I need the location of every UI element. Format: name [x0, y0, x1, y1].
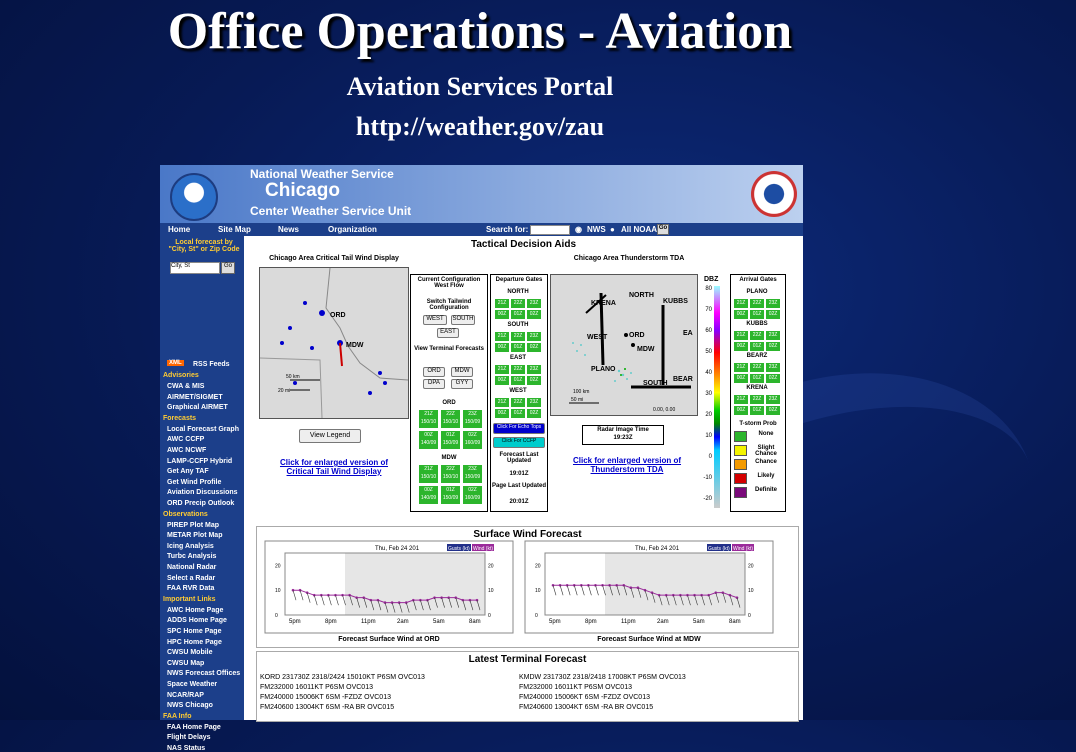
ccfp-button[interactable]: Click For CCFP [493, 437, 545, 448]
view-dpa-button[interactable]: DPA [423, 379, 445, 389]
nav-home[interactable]: Home [168, 225, 191, 234]
surface-wind-heading: Surface Wind Forecast [473, 529, 582, 540]
config-mdw-label: MDW [441, 455, 457, 461]
gate-label: PLANO [746, 289, 768, 295]
surface-wind-charts [257, 541, 798, 645]
sidebar-item[interactable]: AIRMET/SIGMET [167, 393, 223, 401]
tstorm-swatch [734, 445, 747, 456]
sidebar-heading: Important Links [163, 595, 216, 603]
search-label: Search for: [486, 225, 529, 234]
sidebar-item[interactable]: Get Any TAF [167, 468, 209, 476]
map-scale-km: 50 km [286, 374, 300, 380]
radar-label-kubbs: KUBBS [663, 298, 688, 305]
forecast-cell-time: 01Z [446, 487, 455, 493]
gate-cell[interactable]: 22Z [510, 331, 526, 342]
radar-time-label: Radar Image Time [597, 427, 649, 433]
forecast-cell[interactable] [440, 409, 461, 429]
dbz-tick: 30 [705, 391, 712, 397]
sidebar-item[interactable]: Icing Analysis [167, 542, 214, 550]
gate-cell[interactable]: 23Z [526, 331, 542, 342]
main-content [244, 236, 803, 720]
gate-cell[interactable]: 21Z [494, 331, 510, 342]
forecast-cell[interactable] [418, 485, 439, 505]
tstorm-level: Slight Chance [755, 445, 777, 457]
forecast-cell[interactable] [462, 430, 483, 450]
sidebar-item[interactable]: FAA RVR Data [167, 585, 215, 593]
forecast-cell-time: 00Z [424, 487, 433, 493]
sidebar-item[interactable]: NCAR/RAP [167, 691, 204, 699]
x-tick: 11pm [621, 619, 636, 625]
forecast-updated-label: Forecast Last Updated [499, 452, 539, 464]
forecast-cell[interactable] [418, 409, 439, 429]
gate-cell[interactable]: 00Z [733, 373, 749, 384]
gate-cell[interactable]: 01Z [749, 309, 765, 320]
gate-cell[interactable]: 01Z [749, 405, 765, 416]
radar-label-plano: PLANO [591, 366, 616, 373]
radio-noaa-label: All NOAA [621, 225, 657, 234]
switch-east-button[interactable]: EAST [437, 328, 459, 338]
sidebar-item[interactable]: NWS Forecast Offices [167, 670, 241, 678]
radar-label-west: WEST [587, 334, 608, 341]
map-scale-mi: 20 mi [278, 388, 291, 394]
taf-line: KMDW 231730Z 2318/2418 17008KT P6SM OVC013 [519, 674, 686, 681]
forecast-cell[interactable] [418, 430, 439, 450]
legend-gusts: Gusts (kt) [708, 546, 730, 552]
dbz-tick: 0 [708, 454, 712, 460]
tstorm-swatch [734, 473, 747, 484]
gate-label: KUBBS [746, 321, 768, 327]
y-tick-left: 0 [535, 613, 538, 619]
sidebar-item[interactable]: HPC Home Page [167, 638, 222, 646]
radar-map[interactable] [550, 274, 698, 416]
tstorm-swatch [734, 431, 747, 442]
sidebar-heading: Forecasts [163, 414, 197, 422]
gate-label: WEST [509, 388, 527, 394]
dbz-tick: -20 [703, 496, 712, 502]
forecast-cell-wind: 150/09 [442, 495, 459, 501]
y-tick-right: 0 [488, 613, 491, 619]
wind-chart-night-shade [605, 553, 745, 615]
gate-cell[interactable]: 00Z [733, 309, 749, 320]
tailwind-enlarge-link[interactable]: Click for enlarged version of Critical Tail Wind Display [279, 458, 389, 476]
gate-cell[interactable]: 02Z [526, 342, 542, 353]
radar-label-north: NORTH [629, 292, 654, 299]
view-mdw-button[interactable]: MDW [451, 367, 473, 377]
radar-coords: 0.00, 0.00 [653, 407, 676, 413]
sidebar-item[interactable]: CWSU Map [167, 659, 205, 667]
taf-line: FM232000 16011KT P6SM OVC013 [519, 684, 632, 691]
wind-chart-caption: Forecast Surface Wind at MDW [597, 636, 701, 643]
gate-cell[interactable]: 01Z [510, 375, 526, 386]
dbz-tick: 80 [705, 286, 712, 292]
forecast-cell-wind: 150/10 [442, 474, 459, 480]
y-tick-right: 20 [488, 563, 494, 570]
sidebar-item[interactable]: Get Wind Profile [167, 478, 222, 486]
tstorm-prob-title: T-storm Prob [739, 421, 777, 427]
radar-label-krena: KRENA [591, 300, 616, 307]
gate-cell[interactable]: 00Z [733, 341, 749, 352]
y-tick-left: 0 [275, 613, 278, 619]
tstorm-level: Chance [755, 459, 777, 465]
gate-cell[interactable]: 23Z [765, 362, 781, 373]
radio-noaa-icon[interactable]: ● [610, 225, 615, 234]
y-tick-right: 10 [488, 588, 494, 595]
city-go-button[interactable]: Go [221, 262, 235, 274]
dbz-color-bar [714, 286, 720, 508]
radar-time-box [582, 425, 664, 445]
sidebar-item[interactable]: AWC NCWF [167, 447, 207, 454]
radar-map-svg [551, 275, 697, 415]
forecast-cell-wind: 150/09 [442, 440, 459, 446]
forecast-cell-time: 02Z [468, 432, 477, 438]
x-tick: 8pm [585, 619, 597, 625]
config-title: Current Configuration West Flow [417, 277, 481, 289]
sidebar-item[interactable]: Flight Delays [167, 734, 211, 742]
surface-wind-panel [256, 526, 799, 648]
radar-scale-km: 100 km [573, 389, 590, 395]
rss-link[interactable]: RSS Feeds [193, 361, 230, 368]
wind-chart-date: Thu, Feb 24 201 [635, 546, 680, 552]
config-ord-label: ORD [442, 400, 456, 406]
dbz-tick: 40 [705, 370, 712, 376]
sidebar-item[interactable]: FAA Home Page [167, 723, 221, 731]
forecast-cell[interactable] [462, 464, 483, 484]
sidebar-item[interactable]: AWC CCFP [167, 436, 205, 444]
gate-cell[interactable]: 01Z [510, 342, 526, 353]
y-tick-left: 20 [275, 563, 281, 570]
tstorm-enlarge-link[interactable]: Click for enlarged version of Thunderstorm TDA [572, 456, 682, 474]
gate-cell[interactable]: 02Z [765, 309, 781, 320]
sidebar-item[interactable]: LAMP-CCFP Hybrid [167, 457, 233, 465]
tstorm-title: Chicago Area Thunderstorm TDA [573, 255, 685, 262]
forecast-cell-wind: 160/09 [464, 495, 481, 501]
gate-cell[interactable]: 02Z [526, 375, 542, 386]
forecast-cell-time: 00Z [424, 432, 433, 438]
gate-cell[interactable]: 22Z [510, 364, 526, 375]
sidebar [160, 236, 244, 752]
taf-line: FM240600 13004KT 6SM -RA BR OVC015 [260, 704, 395, 711]
radar-label-south: SOUTH [643, 380, 668, 387]
forecast-cell-time: 02Z [468, 487, 477, 493]
forecast-cell[interactable] [440, 430, 461, 450]
gate-cell[interactable]: 23Z [765, 298, 781, 309]
tailwind-title: Chicago Area Critical Tail Wind Display [269, 255, 399, 262]
gate-cell[interactable]: 00Z [494, 375, 510, 386]
gate-cell[interactable]: 21Z [494, 397, 510, 408]
forecast-cell-time: 22Z [446, 411, 455, 417]
gate-label: KRENA [746, 385, 768, 391]
search-input[interactable] [530, 225, 570, 235]
legend-wind: Wind (kt) [733, 546, 753, 552]
forecast-cell-time: 21Z [424, 411, 433, 417]
gate-cell[interactable]: 02Z [526, 408, 542, 419]
radar-label-bear: BEAR [673, 376, 693, 383]
sidebar-item[interactable]: Select a Radar [167, 574, 216, 582]
sidebar-item[interactable]: CWA & MIS [167, 383, 205, 390]
dbz-tick: 10 [705, 433, 712, 439]
gate-cell[interactable]: 02Z [765, 373, 781, 384]
gate-cell[interactable]: 02Z [526, 309, 542, 320]
taf-panel [256, 651, 799, 722]
x-tick: 5am [693, 619, 705, 625]
gate-cell[interactable]: 22Z [749, 362, 765, 373]
gate-cell[interactable]: 22Z [749, 298, 765, 309]
dbz-title: DBZ [704, 276, 719, 283]
forecast-cell-wind: 140/09 [420, 495, 437, 501]
gate-cell[interactable]: 23Z [526, 298, 542, 309]
gate-cell[interactable]: 01Z [510, 309, 526, 320]
gate-cell[interactable]: 21Z [733, 330, 749, 341]
nav-organization[interactable]: Organization [328, 225, 377, 234]
page-updated-label: Page Last Updated [492, 483, 547, 489]
gate-cell[interactable]: 22Z [510, 397, 526, 408]
forecast-cell-time: 21Z [424, 466, 433, 472]
forecast-updated-time: 19:01Z [509, 471, 529, 477]
gate-cell[interactable]: 01Z [749, 373, 765, 384]
sidebar-item[interactable]: National Radar [167, 564, 217, 571]
dbz-tick: 70 [705, 307, 712, 313]
y-tick-left: 10 [535, 588, 541, 595]
forecast-cell-time: 23Z [468, 466, 477, 472]
switch-west-button[interactable]: WEST [423, 315, 447, 325]
taf-line: FM240000 15006KT 6SM -FZDZ OVC013 [519, 694, 650, 701]
echo-tops-button[interactable]: Click For Echo Tops [493, 423, 545, 434]
map-label-ord: ORD [330, 312, 346, 319]
wind-chart-caption: Forecast Surface Wind at ORD [338, 636, 440, 643]
nws-logo-icon[interactable] [751, 171, 797, 217]
x-tick: 5pm [289, 619, 301, 625]
gate-cell[interactable]: 21Z [494, 364, 510, 375]
gate-cell[interactable]: 23Z [526, 397, 542, 408]
x-tick: 5pm [549, 619, 561, 625]
sidebar-item[interactable]: AWC Home Page [167, 606, 224, 614]
forecast-cell-wind: 150/10 [420, 419, 437, 425]
sidebar-item[interactable]: CWSU Mobile [167, 649, 213, 657]
forecast-cell-wind: 150/10 [420, 474, 437, 480]
radar-time-value: 19:23Z [613, 435, 633, 441]
tstorm-level: Definite [754, 487, 777, 493]
gate-cell[interactable]: 23Z [765, 394, 781, 405]
forecast-cell-wind: 160/09 [464, 440, 481, 446]
gate-cell[interactable]: 00Z [494, 309, 510, 320]
sidebar-item[interactable]: METAR Plot Map [167, 532, 223, 540]
gate-cell[interactable]: 23Z [765, 330, 781, 341]
gate-cell[interactable]: 00Z [733, 405, 749, 416]
arrival-panel [730, 274, 786, 512]
radio-nws-icon[interactable]: ◉ [575, 225, 582, 234]
gate-cell[interactable]: 23Z [526, 364, 542, 375]
switch-title: Switch Tailwind Configuration [426, 299, 472, 311]
dbz-tick: 20 [705, 412, 712, 418]
taf-line: KORD 231730Z 2318/2424 15010KT P6SM OVC013 [260, 674, 425, 681]
tailwind-map-svg [260, 268, 408, 418]
forecast-cell-wind: 150/09 [464, 419, 481, 425]
sidebar-heading: Observations [163, 510, 208, 518]
gate-cell[interactable]: 00Z [494, 408, 510, 419]
gate-cell[interactable]: 21Z [494, 298, 510, 309]
gate-cell[interactable]: 01Z [510, 408, 526, 419]
x-tick: 5am [433, 619, 445, 625]
tstorm-swatch [734, 487, 747, 498]
radar-label-ord: ORD [629, 332, 645, 339]
website-screenshot [160, 165, 803, 752]
tda-heading: Tactical Decision Aids [470, 239, 577, 250]
departure-panel [490, 274, 548, 512]
dbz-tick: 50 [705, 349, 712, 355]
departure-title: Departure Gates [495, 277, 543, 283]
y-tick-right: 0 [748, 613, 751, 619]
wind-chart-date: Thu, Feb 24 201 [375, 546, 420, 552]
xml-badge[interactable]: XML [169, 360, 182, 366]
view-ord-button[interactable]: ORD [423, 367, 445, 377]
x-tick: 8am [469, 619, 481, 625]
sidebar-heading: FAA Info [163, 712, 192, 720]
gate-cell[interactable]: 00Z [494, 342, 510, 353]
sidebar-item[interactable]: ADDS Home Page [167, 617, 227, 625]
forecast-cell-wind: 140/09 [420, 440, 437, 446]
sidebar-item[interactable]: Space Weather [167, 681, 218, 688]
city-input[interactable]: City, St [170, 262, 220, 274]
x-tick: 2am [657, 619, 669, 625]
legend-wind: Wind (kt) [473, 546, 493, 552]
forecast-cell-time: 22Z [446, 466, 455, 472]
nav-news[interactable]: News [278, 225, 299, 234]
ord-marker-icon [319, 310, 325, 316]
gate-cell[interactable]: 02Z [765, 405, 781, 416]
y-tick-left: 20 [535, 563, 541, 570]
slide-url: http://weather.gov/zau [355, 112, 605, 141]
site-header [160, 165, 803, 223]
sidebar-item[interactable]: ORD Precip Outlook [167, 500, 235, 507]
search-go-button[interactable]: Go [657, 224, 669, 235]
slide-subtitle: Aviation Services Portal [346, 72, 614, 101]
slide-title: Office Operations - Aviation [167, 3, 793, 60]
taf-line: FM240600 13004KT 6SM -RA BR OVC015 [519, 704, 654, 711]
gate-cell[interactable]: 21Z [733, 362, 749, 373]
page-updated-time: 20:01Z [509, 499, 529, 505]
sidebar-item[interactable]: Graphical AIRMET [167, 404, 228, 412]
x-tick: 11pm [361, 619, 376, 625]
gate-cell[interactable]: 22Z [749, 330, 765, 341]
gate-label: EAST [509, 355, 526, 361]
forecast-cell-time: 01Z [446, 432, 455, 438]
sidebar-item[interactable]: SPC Home Page [167, 628, 222, 635]
forecast-cell-wind: 150/09 [464, 474, 481, 480]
noaa-logo-icon[interactable] [170, 173, 218, 221]
gate-cell[interactable]: 02Z [765, 341, 781, 352]
top-nav [160, 223, 803, 236]
tstorm-level: Likely [757, 473, 775, 479]
radio-nws-label: NWS [587, 225, 606, 234]
taf-line: FM232000 16011KT P6SM OVC013 [260, 684, 373, 691]
sidebar-item[interactable]: PIREP Plot Map [167, 521, 219, 529]
sidebar-item[interactable]: NAS Status [167, 745, 206, 752]
header-line2: Chicago [265, 180, 340, 201]
header-line1: National Weather Service [250, 167, 394, 181]
sidebar-item[interactable]: NWS Chicago [167, 702, 213, 710]
nav-site-map[interactable]: Site Map [218, 225, 251, 234]
forecast-label: Local forecast by "City, St" or Zip Code [168, 239, 240, 253]
y-tick-right: 10 [748, 588, 754, 595]
x-tick: 8pm [325, 619, 337, 625]
switch-south-button[interactable]: SOUTH [451, 315, 475, 325]
gate-label: BEARZ [746, 353, 768, 359]
gate-cell[interactable]: 22Z [510, 298, 526, 309]
forecast-cell[interactable] [462, 485, 483, 505]
y-tick-left: 10 [275, 588, 281, 595]
view-gyy-button[interactable]: GYY [451, 379, 473, 389]
header-line3: Center Weather Service Unit [250, 204, 412, 218]
dbz-tick: -10 [703, 475, 712, 481]
view-title: View Terminal Forecasts [414, 346, 484, 352]
view-legend-button[interactable]: View Legend [299, 429, 361, 443]
sidebar-heading: Advisories [163, 372, 199, 379]
y-tick-right: 20 [748, 563, 754, 570]
forecast-cell[interactable] [440, 485, 461, 505]
x-tick: 8am [729, 619, 741, 625]
forecast-cell[interactable] [440, 464, 461, 484]
forecast-cell-time: 23Z [468, 411, 477, 417]
gate-label: NORTH [507, 289, 529, 295]
tstorm-level: None [758, 431, 774, 437]
forecast-cell[interactable] [418, 464, 439, 484]
forecast-cell-wind: 150/10 [442, 419, 459, 425]
taf-heading: Latest Terminal Forecast [468, 654, 587, 665]
dbz-tick: 60 [705, 328, 712, 334]
x-tick: 2am [397, 619, 409, 625]
tailwind-map[interactable] [259, 267, 409, 419]
radar-scale-mi: 50 mi [571, 397, 584, 403]
tstorm-swatch [734, 459, 747, 470]
sidebar-item[interactable]: Local Forecast Graph [167, 425, 239, 433]
arrival-title: Arrival Gates [739, 277, 777, 283]
gate-cell[interactable]: 21Z [733, 394, 749, 405]
sidebar-item[interactable]: Turbc Analysis [167, 553, 217, 561]
sidebar-item[interactable]: Aviation Discussions [167, 489, 238, 497]
legend-gusts: Gusts (kt) [448, 546, 470, 552]
config-panel [410, 274, 488, 512]
map-label-mdw: MDW [346, 342, 364, 349]
gate-cell[interactable]: 22Z [749, 394, 765, 405]
gate-label: SOUTH [507, 322, 529, 328]
radar-label-mdw: MDW [637, 346, 655, 353]
gate-cell[interactable]: 01Z [749, 341, 765, 352]
radar-label-ea: EA [683, 330, 693, 337]
gate-cell[interactable]: 21Z [733, 298, 749, 309]
taf-line: FM240000 15006KT 6SM -FZDZ OVC013 [260, 694, 391, 701]
forecast-cell[interactable] [462, 409, 483, 429]
